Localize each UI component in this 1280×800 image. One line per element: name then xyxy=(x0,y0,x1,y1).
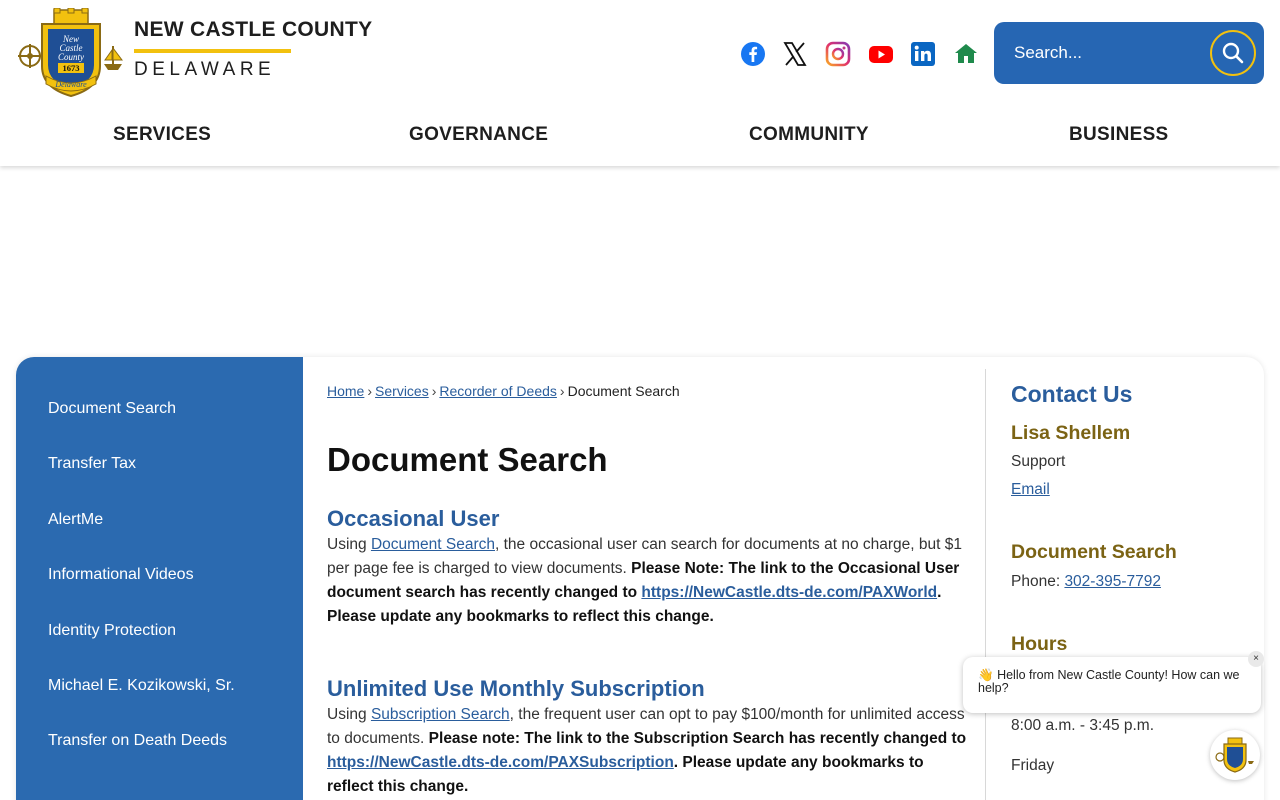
brand-title: NEW CASTLE COUNTY xyxy=(134,18,373,41)
breadcrumb-current: Document Search xyxy=(567,383,680,399)
nav-business[interactable]: BUSINESS xyxy=(1069,124,1169,145)
x-icon[interactable] xyxy=(781,40,809,68)
brand-wordmark[interactable] xyxy=(134,18,372,81)
occasional-user-heading: Occasional User xyxy=(327,506,500,531)
body-text: , the occasional user can search for documents at no charge, but $1 per page fee is charged to view documents. xyxy=(327,536,962,577)
nav-community[interactable]: COMMUNITY xyxy=(749,124,869,145)
hours-time: 8:00 a.m. - 3:45 p.m. xyxy=(1011,717,1155,734)
chat-launcher-button[interactable] xyxy=(1210,730,1260,780)
page-title: Document Search xyxy=(327,441,608,478)
subscription-search-link[interactable]: Subscription Search xyxy=(370,706,510,723)
sidebar-item-document-search[interactable]: Document Search xyxy=(48,400,177,417)
breadcrumb-services[interactable]: Services xyxy=(375,383,429,399)
document-search-heading: Document Search xyxy=(1011,541,1177,563)
phone-line xyxy=(1011,573,1161,591)
occasional-user-body xyxy=(327,533,967,629)
site-header xyxy=(0,0,1280,166)
note-text-after: . Please update any bookmarks to reflect this change. xyxy=(327,754,924,795)
main-navigation xyxy=(0,124,1280,150)
breadcrumb-home[interactable]: Home xyxy=(327,383,365,399)
brand-accent-bar xyxy=(134,49,291,53)
paxsubscription-link[interactable]: https://NewCastle.dts-de.com/PAXSubscription xyxy=(327,754,674,771)
brand-subtitle: DELAWARE xyxy=(134,59,276,80)
phone-label: Phone: xyxy=(1011,573,1065,590)
sidebar-item-transfer-on-death-deeds[interactable]: Transfer on Death Deeds xyxy=(48,732,228,749)
email-link[interactable]: Email xyxy=(1011,481,1050,498)
svg-text:New: New xyxy=(62,34,80,44)
unlimited-use-section xyxy=(327,675,967,799)
contact-person-name: Lisa Shellem xyxy=(1011,422,1131,444)
county-seal-logo[interactable] xyxy=(16,8,126,98)
sidebar-item-informational-videos[interactable]: Informational Videos xyxy=(48,566,194,583)
search-icon xyxy=(1221,41,1245,65)
phone-link[interactable]: 302-395-7792 xyxy=(1064,573,1161,590)
document-search-link[interactable]: Document Search xyxy=(370,536,495,553)
sidebar-item-transfer-tax[interactable]: Transfer Tax xyxy=(48,455,137,472)
note-text-before: Please note: The link to the Subscription Search has recently changed to xyxy=(428,730,967,747)
nextdoor-icon[interactable] xyxy=(952,40,980,68)
county-seal-icon xyxy=(1215,735,1255,775)
occasional-user-section xyxy=(327,505,967,629)
contact-person-role: Support xyxy=(1011,453,1066,470)
youtube-icon[interactable] xyxy=(867,40,895,68)
search-button[interactable] xyxy=(1210,30,1256,76)
body-text: Using xyxy=(327,706,371,723)
wave-icon: 👋 xyxy=(978,668,994,682)
breadcrumb-recorder-of-deeds[interactable]: Recorder of Deeds xyxy=(439,383,557,399)
svg-text:1673: 1673 xyxy=(62,63,80,73)
breadcrumb-separator: › xyxy=(367,383,373,399)
nav-services[interactable]: SERVICES xyxy=(113,124,212,145)
instagram-icon[interactable] xyxy=(824,40,852,68)
svg-text:Castle: Castle xyxy=(59,43,83,53)
hours-heading: Hours xyxy=(1011,633,1068,655)
sidebar-item-identity-protection[interactable]: Identity Protection xyxy=(48,622,177,639)
note-text-before: Please Note: The link to the Occasional User document search has recently changed to xyxy=(327,560,960,601)
content-card xyxy=(16,357,1264,800)
body-text: Using xyxy=(327,536,371,553)
sidebar-item-alertme[interactable]: AlertMe xyxy=(48,511,104,528)
linkedin-icon[interactable] xyxy=(909,40,937,68)
hours-day: Friday xyxy=(1011,757,1055,774)
sidebar-menu xyxy=(16,357,303,800)
svg-text:County: County xyxy=(58,52,84,62)
facebook-icon[interactable] xyxy=(739,40,767,68)
column-divider xyxy=(985,369,986,800)
sidebar-item-kozikowski[interactable]: Michael E. Kozikowski, Sr. xyxy=(48,677,235,694)
body-text: , the frequent user can opt to pay $100/month for unlimited access to documents. xyxy=(327,706,965,747)
breadcrumb xyxy=(327,383,680,399)
chat-close-button[interactable]: × xyxy=(1248,651,1264,667)
breadcrumb-separator: › xyxy=(431,383,437,399)
svg-text:Delaware: Delaware xyxy=(55,80,87,89)
nav-governance[interactable]: GOVERNANCE xyxy=(409,124,549,145)
chat-greeting-bubble[interactable] xyxy=(963,657,1261,713)
breadcrumb-separator: › xyxy=(559,383,565,399)
search-input[interactable] xyxy=(1002,30,1202,76)
unlimited-use-heading: Unlimited Use Monthly Subscription xyxy=(327,676,705,701)
contact-us-heading: Contact Us xyxy=(1011,381,1133,407)
note-text-after: . Please update any bookmarks to reflect this change. xyxy=(327,584,942,625)
unlimited-use-body xyxy=(327,703,967,799)
chat-message: Hello from New Castle County! How can we help? xyxy=(978,668,1240,695)
paxworld-link[interactable]: https://NewCastle.dts-de.com/PAXWorld xyxy=(641,584,938,601)
